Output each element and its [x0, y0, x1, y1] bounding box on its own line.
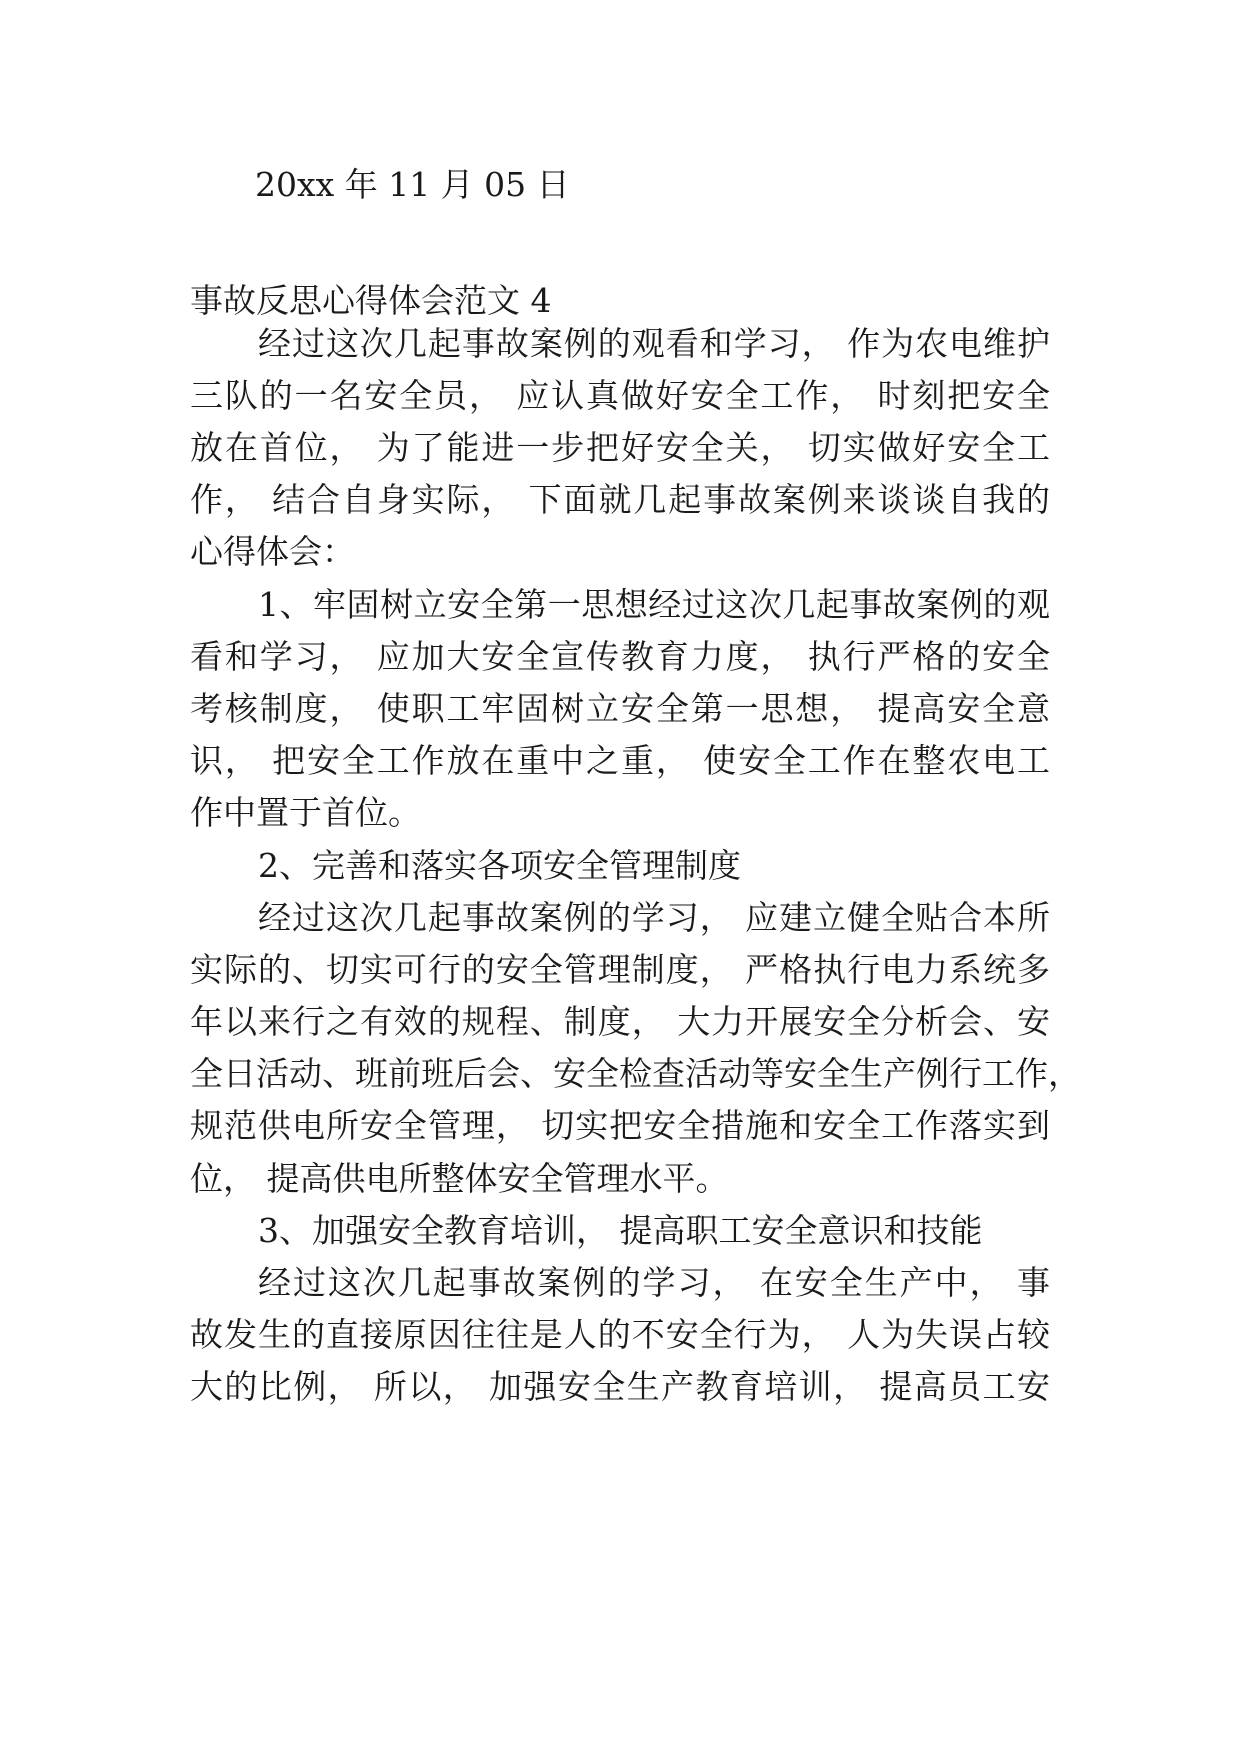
paragraph-line: 识， 把安全工作放在重中之重， 使安全工作在整农电工 — [190, 741, 1050, 780]
paragraph-line: 作， 结合自身实际， 下面就几起事故案例来谈谈自我的 — [190, 480, 1050, 519]
paragraph-line: 实际的、切实可行的安全管理制度， 严格执行电力系统多 — [190, 950, 1050, 989]
paragraph-line: 心得体会： — [190, 532, 355, 571]
paragraph-line: 看和学习， 应加大安全宣传教育力度， 执行严格的安全 — [190, 637, 1050, 676]
paragraph-line: 考核制度， 使职工牢固树立安全第一思想， 提高安全意 — [190, 689, 1050, 728]
section-heading: 2、完善和落实各项安全管理制度 — [258, 846, 741, 885]
document-title: 事故反思心得体会范文 4 — [190, 281, 552, 320]
paragraph-line: 全日活动、班前班后会、安全检查活动等安全生产例行工作， — [190, 1054, 1081, 1093]
paragraph-line: 位， 提高供电所整体安全管理水平。 — [190, 1159, 729, 1198]
paragraph-line: 大的比例， 所以， 加强安全生产教育培训， 提高员工安 — [190, 1367, 1050, 1406]
paragraph-line: 经过这次几起事故案例的学习， 在安全生产中， 事 — [258, 1263, 1050, 1302]
document-date: 20xx 年 11 月 05 日 — [255, 165, 570, 204]
paragraph-line: 三队的一名安全员， 应认真做好安全工作， 时刻把安全 — [190, 376, 1050, 415]
section-heading: 3、加强安全教育培训， 提高职工安全意识和技能 — [258, 1211, 983, 1250]
paragraph-line: 经过这次几起事故案例的观看和学习， 作为农电维护 — [258, 324, 1050, 363]
paragraph-line: 放在首位， 为了能进一步把好安全关， 切实做好安全工 — [190, 428, 1050, 467]
paragraph-line: 作中置于首位。 — [190, 793, 421, 832]
paragraph-line: 故发生的直接原因往往是人的不安全行为， 人为失误占较 — [190, 1315, 1050, 1354]
paragraph-line: 年以来行之有效的规程、制度， 大力开展安全分析会、安 — [190, 1002, 1050, 1041]
paragraph-line: 规范供电所安全管理， 切实把安全措施和安全工作落实到 — [190, 1106, 1050, 1145]
paragraph-line: 经过这次几起事故案例的学习， 应建立健全贴合本所 — [258, 898, 1050, 937]
paragraph-line: 1、牢固树立安全第一思想经过这次几起事故案例的观 — [258, 585, 1050, 624]
